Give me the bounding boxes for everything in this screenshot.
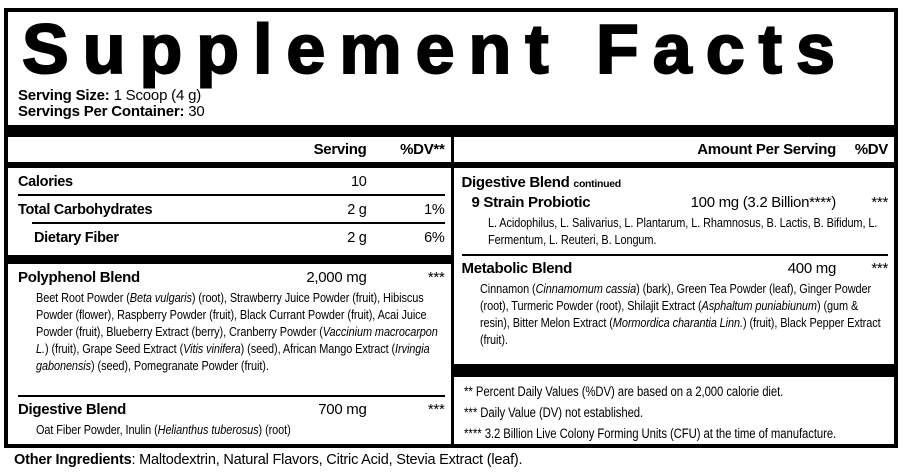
supplement-facts-panel (4, 8, 898, 448)
servings-per-container-line (18, 104, 894, 120)
nutrient-name: Dietary Fiber (34, 230, 119, 246)
facts-columns (8, 124, 894, 444)
continued-suffix: continued (573, 178, 621, 190)
left-header-dv: %DV** (400, 141, 445, 158)
other-ingredients-label: Other Ingredients (14, 452, 132, 468)
right-header-amount: Amount Per Serving (697, 141, 836, 158)
right-header-dv: %DV (854, 141, 888, 158)
probiotic-row (462, 191, 889, 213)
probiotic-name: 9 Strain Probiotic (471, 194, 591, 211)
serving-size-line (18, 88, 894, 104)
blend-name: Polyphenol Blend (18, 269, 140, 286)
separator-bar-thick (8, 255, 451, 264)
nutrient-dv: 1% (424, 202, 445, 218)
other-ingredients-text: : Maltodextrin, Natural Flavors, Citric Acid, Stevia Extract (leaf). (131, 452, 523, 468)
servings-per-container-label: Servings Per Container: (18, 103, 185, 120)
blend-dv: *** (427, 401, 445, 418)
left-column (8, 124, 451, 444)
serving-size-value: 1 Scoop (4 g) (109, 87, 202, 104)
servings-per-container-value: 30 (184, 103, 205, 120)
probiotic-description: L. Acidophilus, L. Salivarius, L. Plantarum, L. Rhamnosus, B. Lactis, B. Bifidum, L. Fermentum, L. Reuteri, B. Longum. (487, 215, 877, 247)
panel-title: Supplement Facts (22, 10, 849, 88)
nutrient-row-calories (18, 168, 445, 194)
blend-header-polyphenol (18, 265, 445, 288)
blend-header-metabolic (462, 256, 889, 279)
footnote-dv-not-established: *** Daily Value (DV) not established. (463, 405, 643, 420)
blend-name: Digestive Blend (461, 174, 570, 191)
footnotes (462, 377, 889, 444)
blend-amount: 400 mg (787, 260, 836, 277)
footnote-cfu: **** 3.2 Billion Live Colony Forming Units (CFU) at the time of manufacture. (463, 426, 836, 441)
nutrient-row-dietary-fiber (18, 224, 445, 250)
other-ingredients (14, 452, 522, 468)
footnote-dv-basis: ** Percent Daily Values (%DV) are based on a 2,000 calorie diet. (463, 384, 783, 399)
nutrient-dv: 6% (424, 230, 445, 246)
nutrient-name: Total Carbohydrates (18, 202, 153, 218)
blend-description-polyphenol: Beet Root Powder (Beta vulgaris) (root), Strawberry Juice Powder (fruit), Hibiscus Powder (flower), Raspberry Powder (fruit), Black Currant Powder (fruit), Acai Juice Powder (fruit), Blueberry Extract (berry), Cranberry Powder (Vaccinium macrocarpon L.) (fruit), Grape Seed Extract (Vitis vinifera) (seed), African Mango Extract (Irvingia gabonensis) (seed), Pomegranate Powder (fruit). (36, 290, 438, 373)
nutrient-amount: 2 g (347, 230, 367, 246)
blend-amount: 700 mg (318, 401, 367, 418)
separator-bar-top (8, 125, 894, 137)
blend-name: Metabolic Blend (461, 260, 573, 277)
blend-dv: *** (871, 260, 888, 277)
right-column (454, 137, 895, 444)
right-column-header (462, 137, 889, 162)
blend-name: Digestive Blend (18, 401, 127, 418)
blend-dv: *** (427, 269, 445, 286)
blend-description-metabolic: Cinnamon (Cinnamomum cassia) (bark), Green Tea Powder (leaf), Ginger Powder (root), Turmeric Powder (root), Shilajit Extract (Asphaltum puniabiunum) (gum & resin), Bitter Melon Extract (Mormordica charantia Linn.) (fruit), Black Pepper Extract (fruit). (479, 281, 881, 347)
nutrient-row-total-carbohydrates (18, 196, 445, 222)
nutrient-amount: 2 g (347, 202, 367, 218)
blend-header-digestive (18, 397, 445, 420)
nutrient-name: Calories (18, 174, 73, 190)
probiotic-amount: 100 mg (3.2 Billion****) (690, 194, 836, 211)
left-column-header (18, 124, 445, 162)
separator-bar-thick (454, 364, 895, 377)
left-header-amount: Amount Per Serving (284, 124, 367, 158)
probiotic-dv: *** (871, 194, 888, 211)
blend-amount: 2,000 mg (306, 269, 367, 286)
blend-description-digestive: Oat Fiber Powder, Inulin (Helianthus tuberosus) (root) (36, 422, 291, 437)
digestive-blend-continued (462, 168, 889, 191)
nutrient-amount: 10 (350, 174, 367, 190)
serving-size-label: Serving Size: (18, 87, 110, 104)
